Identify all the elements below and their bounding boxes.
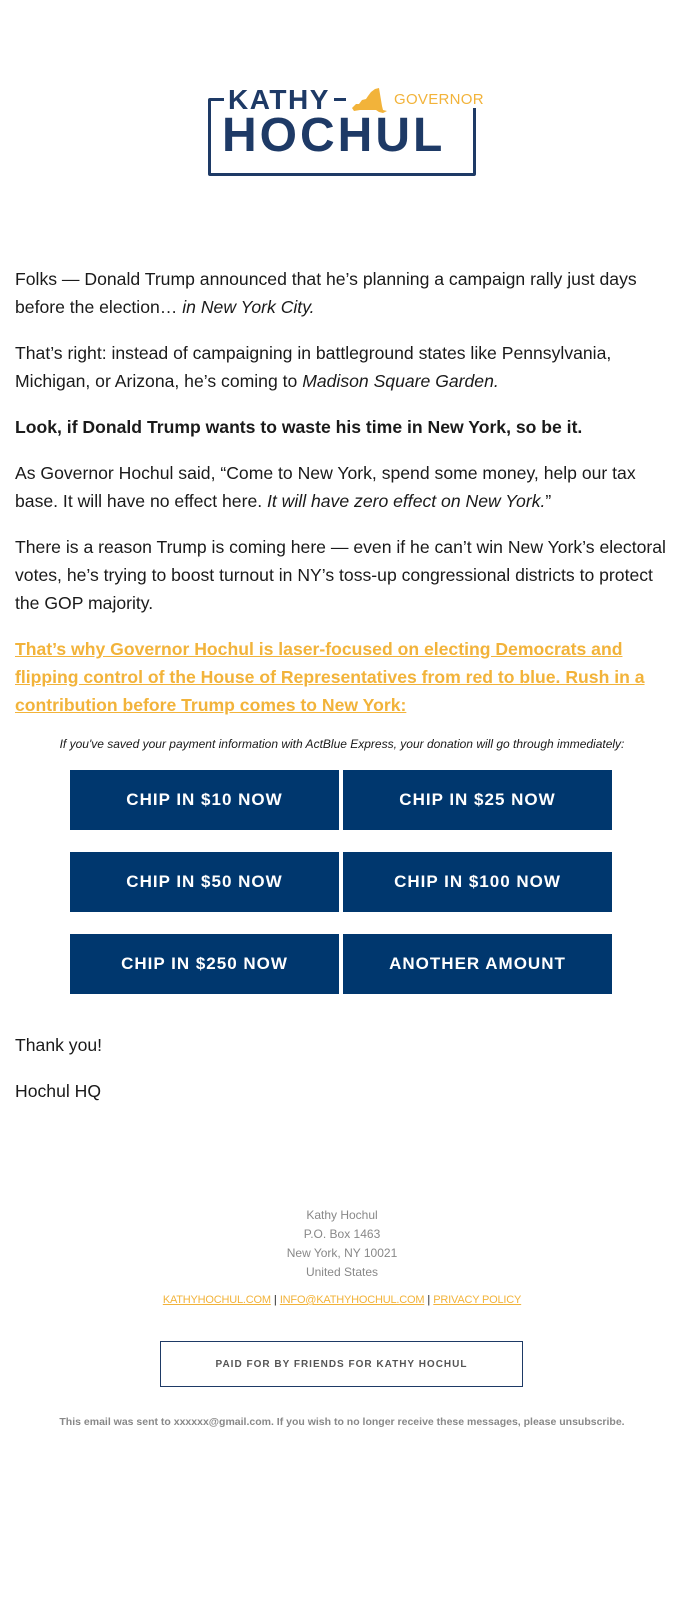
logo-first-name: KATHY	[224, 84, 334, 116]
chip-in-100-button[interactable]: CHIP IN $100 NOW	[343, 852, 612, 912]
campaign-logo	[208, 84, 484, 172]
paragraph-battleground	[15, 339, 675, 395]
bold-statement: Look, if Donald Trump wants to waste his time in New York, so be it.	[15, 417, 583, 437]
paid-for-disclaimer: PAID FOR BY FRIENDS FOR KATHY HOCHUL	[160, 1341, 523, 1387]
intro-text: Folks — Donald Trump announced that he’s planning a campaign rally just days before the election…	[15, 269, 637, 317]
mailing-address	[0, 1206, 684, 1282]
address-line: P.O. Box 1463	[303, 1227, 381, 1241]
address-line: Kathy Hochul	[306, 1208, 378, 1222]
battleground-emphasis: Madison Square Garden.	[302, 371, 499, 391]
quote-text: As Governor Hochul said, “Come to New York, spend some money, help our tax base. It will have no effect here.	[15, 463, 636, 511]
address-line: United States	[305, 1265, 379, 1279]
donate-cta-link[interactable]: That’s why Governor Hochul is laser-focused on electing Democrats and flipping control of the House of Representatives from red to blue. Rush in a contribution before Trump comes to New York:	[15, 639, 645, 715]
address-line: New York, NY 10021	[286, 1246, 398, 1260]
chip-in-10-button[interactable]: CHIP IN $10 NOW	[70, 770, 339, 830]
logo-last-name: HOCHUL	[222, 109, 446, 162]
chip-in-50-button[interactable]: CHIP IN $50 NOW	[70, 852, 339, 912]
link-separator: |	[273, 1294, 277, 1306]
thank-you-text: Thank you!	[15, 1035, 103, 1055]
link-separator: |	[427, 1294, 431, 1306]
actblue-note: If you've saved your payment information with ActBlue Express, your donation will go through immediately:	[59, 737, 625, 751]
battleground-text: That’s right: instead of campaigning in battleground states like Pennsylvania, Michigan, or Arizona, he’s coming to	[15, 343, 612, 391]
paragraph-intro	[15, 265, 675, 321]
chip-in-250-button[interactable]: CHIP IN $250 NOW	[70, 934, 339, 994]
paragraph-quote	[15, 459, 675, 515]
chip-in-25-button[interactable]: CHIP IN $25 NOW	[343, 770, 612, 830]
signature: Hochul HQ	[15, 1081, 102, 1101]
privacy-policy-link[interactable]: PRIVACY POLICY	[433, 1294, 522, 1306]
paragraph-reason: There is a reason Trump is coming here — even if he can’t win New York’s electoral votes, he’s trying to boost turnout in NY’s toss-up congressional districts to protect the GOP majority.	[15, 537, 666, 613]
email-body	[15, 265, 675, 719]
paragraph-bold	[15, 413, 675, 441]
another-amount-button[interactable]: ANOTHER AMOUNT	[343, 934, 612, 994]
unsubscribe-notice: This email was sent to xxxxxx@gmail.com. If you wish to no longer receive these messages, please unsubscribe.	[59, 1416, 625, 1428]
quote-close: ”	[545, 491, 552, 511]
email-link[interactable]: INFO@KATHYHOCHUL.COM	[279, 1294, 425, 1306]
site-link[interactable]: KATHYHOCHUL.COM	[162, 1294, 271, 1306]
logo-governor-label: GOVERNOR	[390, 91, 488, 108]
intro-emphasis: in New York City.	[182, 297, 315, 317]
footer-links	[0, 1294, 684, 1306]
quote-emphasis: It will have zero effect on New York.	[267, 491, 546, 511]
